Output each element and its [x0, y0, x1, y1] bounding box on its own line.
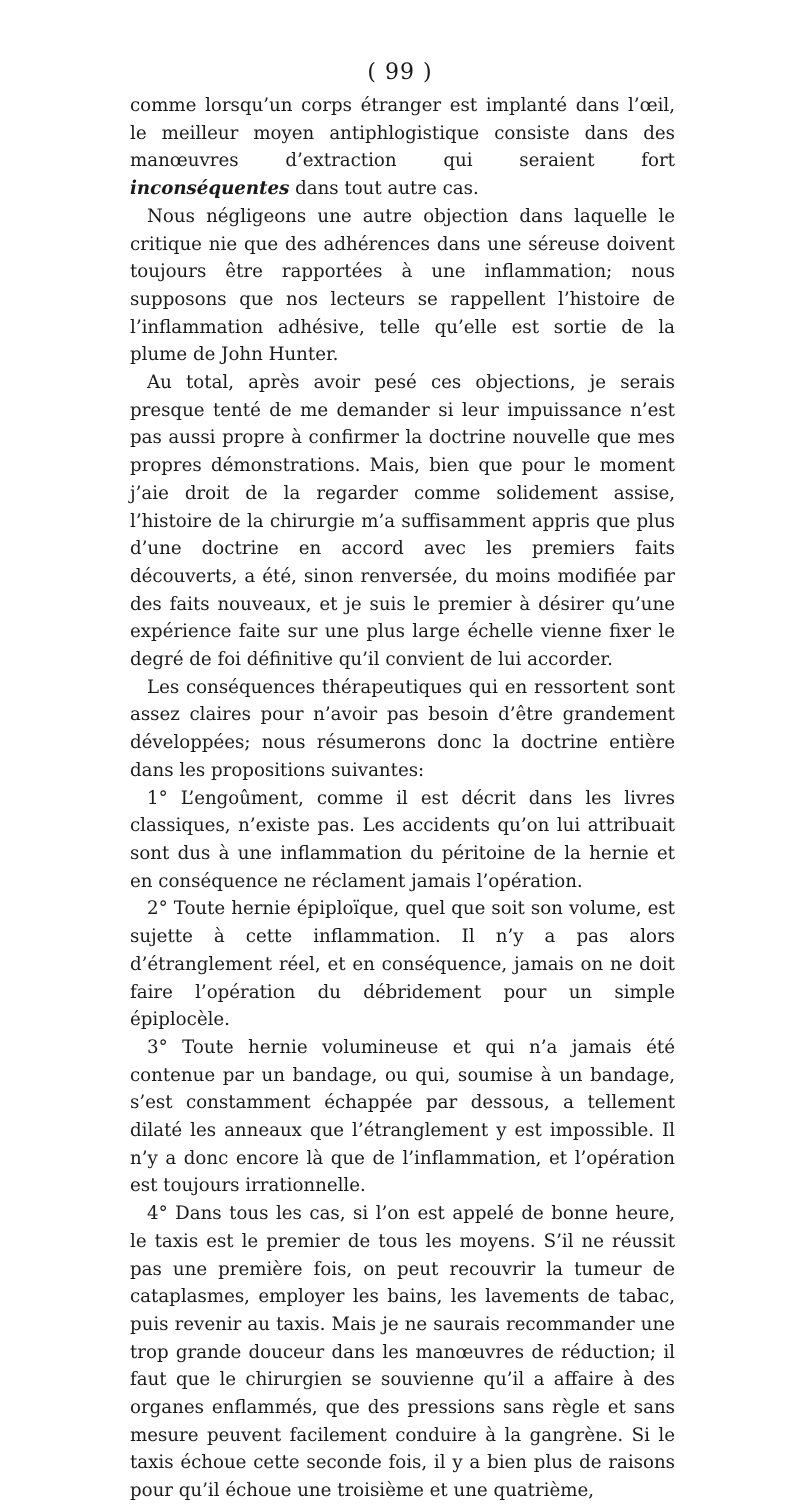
emphasized-word: inconséquentes — [130, 178, 290, 200]
paragraph-p2 — [130, 203, 675, 369]
page-number: ( 99 ) — [367, 60, 433, 85]
paragraph-p7 — [130, 1034, 675, 1200]
body-text — [130, 92, 675, 1505]
text-run: 3° Toute hernie volumineuse et qui n’a jamais été contenue par un bandage, ou qui, soumise à un bandage, s’est constamment échappée par dessous, a tellement dilaté les anneaux que l’étranglement y est impossible. Il n’y a donc encore là que de l’inflammation, et l’opération est toujours irrationnelle. — [130, 1036, 675, 1197]
text-run: Les conséquences thérapeutiques qui en ressortent sont assez claires pour n’avoir pas besoin d’être grandement développées; nous résumerons donc la doctrine entière dans les propositions suivantes: — [130, 676, 675, 781]
text-run: Nous négligeons une autre objection dans laquelle le critique nie que des adhérences dans une séreuse doivent toujours être rapportées à une inflammation; nous supposons que nos lecteurs se rappellent l’histoire de l’inflammation adhésive, telle qu’elle est sortie de la plume de John Hunter. — [130, 205, 675, 366]
text-run: comme lorsqu’un corps étranger est implanté dans l’œil, le meilleur moyen antiphlogistique consiste dans des manœuvres d’extraction qui seraient fort — [130, 95, 675, 172]
text-run: 2° Toute hernie épiploïque, quel que soit son volume, est sujette à cette inflammation. Il n’y a pas alors d’étranglement réel, et en conséquence, jamais on ne doit faire l’opération du débridement pour un simple épiplocèle. — [130, 898, 675, 1031]
paragraph-p8 — [130, 1200, 675, 1505]
text-run: 1° L’engoûment, comme il est décrit dans les livres classiques, n’existe pas. Les accidents qu’on lui attribuait sont dus à une inflammation du péritoine de la hernie et en conséquence ne réclament jamais l’opération. — [130, 787, 675, 892]
paragraph-p5 — [130, 785, 675, 896]
paragraph-p6 — [130, 895, 675, 1034]
paragraph-p3 — [130, 369, 675, 674]
text-run: 4° Dans tous les cas, si l’on est appelé de bonne heure, le taxis est le premier de tous les moyens. S’il ne réussit pas une première fois, on peut recouvrir la tumeur de cataplasmes, employer les bains, les lavements de tabac, puis revenir au taxis. Mais je ne saurais recommander une trop grande douceur dans les manœuvres de réduction; il faut que le chirurgien se souvienne qu’il a affaire à des organes enflammés, que des pressions sans règle et sans mesure peuvent facilement conduire à la gangrène. Si le taxis échoue cette seconde fois, il y a bien plus de raisons pour qu’il échoue une troisième et une quatrième, — [130, 1203, 675, 1502]
text-run: Au total, après avoir pesé ces objections, je serais presque tenté de me demander si leur impuissance n’est pas aussi propre à confirmer la doctrine nouvelle que mes propres démonstrations. Mais, bien que pour le moment j’aie droit de la regarder comme solidement assise, l’histoire de la chirurgie m’a suffisamment appris que plus d’une doctrine en accord avec les premiers faits découverts, a été, sinon renversée, du moins modifiée par des faits nouveaux, et je suis le premier à désirer qu’une expérience faite sur une plus large échelle vienne fixer le degré de foi définitive qu’il convient de lui accorder. — [130, 372, 675, 671]
text-run: dans tout autre cas. — [289, 178, 479, 200]
paragraph-p1 — [130, 92, 675, 203]
paragraph-p4 — [130, 674, 675, 785]
